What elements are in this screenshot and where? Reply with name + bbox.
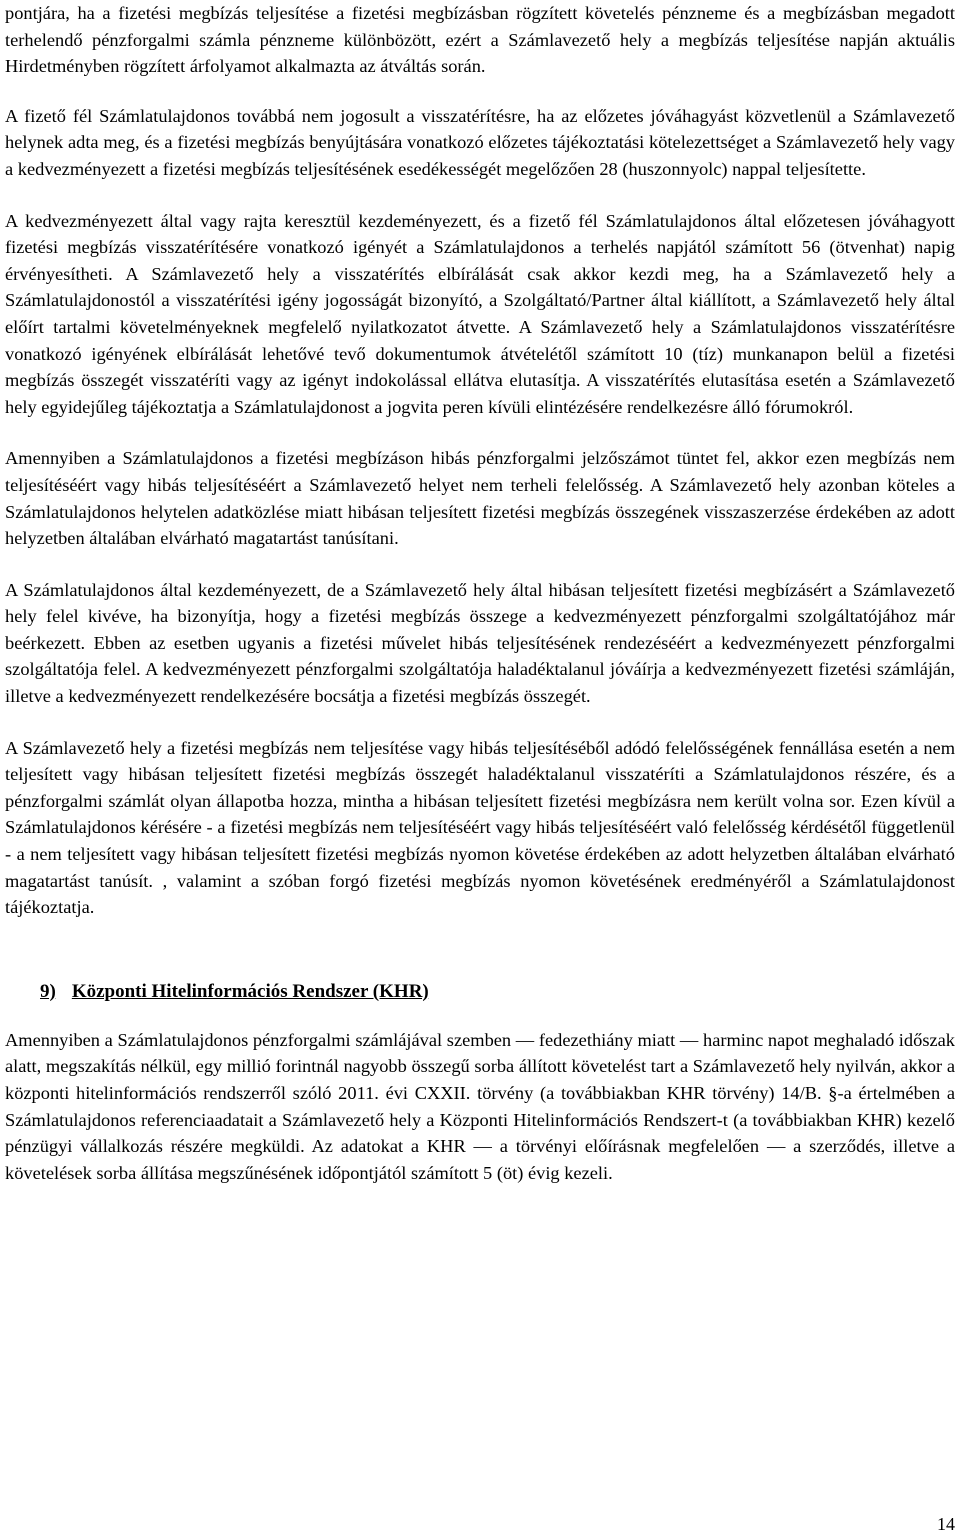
- paragraph-khr: Amennyiben a Számlatulajdonos pénzforgalmi számlájával szemben — fedezethiány miatt — harminc napot meghaladó időszak alatt, megszakítás nélkül, egy millió forintnál nagyobb összegű sorba állított követelést tart a Számlavezető hely nyilván, akkor a központi hitelinformációs rendszerről szóló 2011. évi CXXII. törvény (a továbbiakban KHR törvény) 14/B. §-a értelmében a Számlatulajdonos referenciaadatait a Számlavezető hely a Központi Hitelinformációs Rendszert-t (a továbbiakban KHR) kezelő pénzügyi vállalkozás részére megküldi. Az adatokat a KHR — a törvényi előírásnak megfelelően — a szerződés, illetve a követelések sorba állítása megszűnésének időpontjától számított 5 (öt) évig kezeli.: [5, 1029, 955, 1183]
- paragraph-refund-claim: A kedvezményezett által vagy rajta keresztül kezdeményezett, és a fizető fél Számlatulajdonos által előzetesen jóváhagyott fizetési megbízás visszatérítésére vonatkozó igényét a Számlatulajdonos a terhelés napjától számított 56 (ötvenhat) napig érvényesítheti. A Számlavezető hely a visszatérítés elbírálását csak akkor kezdi meg, ha a Számlavezető hely a Számlatulajdonostól a visszatérítési igény jogosságát bizonyító, a Szolgáltató/Partner által kiállított, a Számlavezető hely által előírt tartalmi követelményeknek megfelelő nyilatkozatot átvette. A Számlavezető hely a Számlatulajdonos visszatérítésre vonatkozó igényének elbírálását lehetővé tevő dokumentumok átvételétől számított 10 (tíz) munkanapon belül a fizetési megbízás összegét visszatéríti vagy az igényt indokolással ellátva elutasítja. A visszatérítés elutasítása esetén a Számlavezető hely egyidejűleg tájékoztatja a Számlatulajdonost a jogvita peren kívüli elintézésére rendelkezésre álló fórumokról.: [5, 210, 955, 417]
- paragraph-continuation: pontjára, ha a fizetési megbízás teljesítése a fizetési megbízásban rögzített követelés pénzneme és a megbízásban megadott terhelendő pénzforgalmi számla pénzneme különbözött, ezért a Számlavezető hely a megbízás teljesítése napján aktuális Hirdetményben rögzített árfolyamot alkalmazta az átváltás során.: [5, 3, 955, 77]
- paragraph-refund-exclusion: A fizető fél Számlatulajdonos továbbá nem jogosult a visszatérítésre, ha az előzetes jóváhagyást közvetlenül a Számlavezető helynek adta meg, és a fizetési megbízás benyújtására vonatkozó előzetes tájékoztatási kötelezettséget a Számlavezető hely vagy a kedvezményezett a fizetési megbízás teljesítésének esedékességét megelőzően 28 (huszonnyolc) nappal teljesítette.: [5, 105, 955, 179]
- section-heading: [40, 978, 955, 1006]
- paragraph-liability: A Számlavezető hely a fizetési megbízás nem teljesítése vagy hibás teljesítéséből adódó felelősségének fennállása esetén a nem teljesített vagy hibásan teljesített fizetési megbízás összegét haladéktalanul visszatéríti a Számlatulajdonos részére, és a pénzforgalmi számlát olyan állapotba hozza, mintha a hibásan teljesített fizetési megbízásra nem került volna sor. Ezen kívül a Számlatulajdonos kérésére - a fizetési megbízás nem teljesítéséért vagy hibás teljesítéséért való felelősség kérdésétől függetlenül - a nem teljesített vagy hibásan teljesített fizetési megbízás nyomon követése érdekében az adott helyzetben általában elvárható magatartást tanúsít. , valamint a szóban forgó fizetési megbízás nyomon követésének eredményéről a Számlatulajdonost tájékoztatja.: [5, 737, 955, 918]
- section-title: Központi Hitelinformációs Rendszer (KHR): [71, 980, 429, 1002]
- page-number: 14: [937, 1514, 955, 1534]
- section-number: 9): [40, 980, 56, 1002]
- paragraph-faulty-execution: A Számlatulajdonos által kezdeményezett, de a Számlavezető hely által hibásan teljesített fizetési megbízásért a Számlavezető hely felel kivéve, ha bizonyítja, hogy a fizetési megbízás összege a kedvezményezett pénzforgalmi szolgáltatójához már beérkezett. Ebben az esetben ugyanis a fizetési művelet hibás teljesítésének rendezéséért a kedvezményezett pénzforgalmi szolgáltatója felel. A kedvezményezett pénzforgalmi szolgáltatója haladéktalanul jóváírja a kedvezményezett fizetési számláján, illetve a kedvezményezett rendelkezésére bocsátja a fizetési megbízás összegét.: [5, 579, 955, 707]
- paragraph-wrong-account-number: Amennyiben a Számlatulajdonos a fizetési megbízáson hibás pénzforgalmi jelzőszámot tüntet fel, akkor ezen megbízás nem teljesítéséért vagy hibás teljesítéséért a Számlavezető helyet nem terheli felelősség. A Számlavezető hely azonban köteles a Számlatulajdonos helytelen adatközlése miatt hibásan teljesített fizetési megbízás összegének visszaszerzése érdekében az adott helyzetben általában elvárható magatartást tanúsítani.: [5, 448, 955, 549]
- document-page: [5, 0, 955, 1186]
